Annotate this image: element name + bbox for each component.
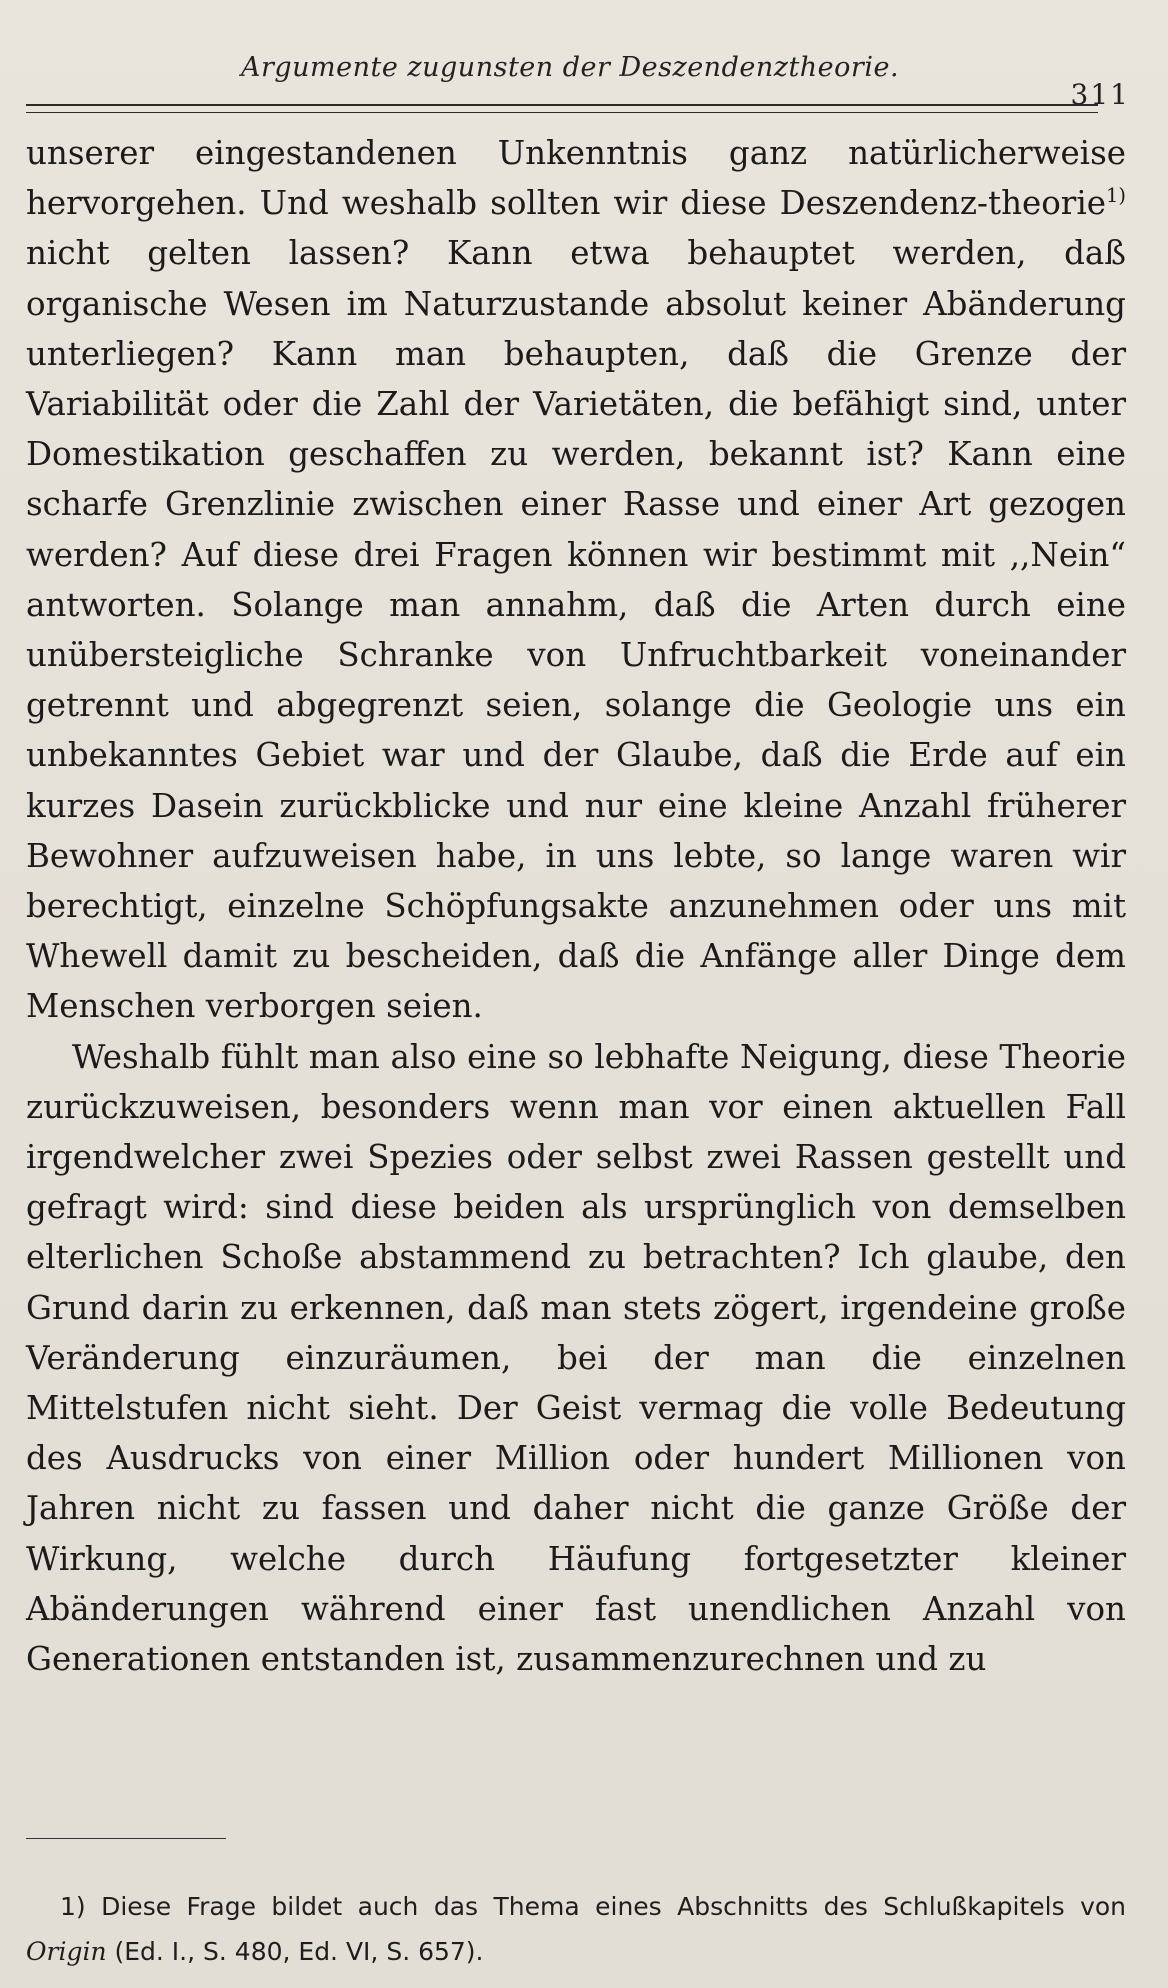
- header-rule: [26, 104, 1098, 113]
- running-title: Argumente zugunsten der Deszendenztheorie.: [240, 52, 900, 83]
- footnote-text-after: (Ed. I., S. 480, Ed. VI, S. 657).: [106, 1937, 484, 1966]
- footnote-rule: [26, 1838, 226, 1839]
- paragraph-1-rest: nicht gelten lassen? Kann etwa behauptet werden, daß organische Wesen im Naturzustande absolut keiner Abänderung unterliegen? Kann man behaupten, daß die Grenze der Variabilität oder die Zahl der Varietäten, die befähigt sind, unter Domestikation geschaffen zu werden, bekannt ist? Kann eine scharfe Grenzlinie zwischen einer Rasse und einer Art gezogen werden? Auf diese drei Fragen können wir bestimmt mit ,,Nein“ antworten. Solange man annahm, daß die Arten durch eine unübersteigliche Schranke von Unfruchtbarkeit voneinander getrennt und abgegrenzt seien, solange die Geologie uns ein unbekanntes Gebiet war und der Glaube, daß die Erde auf ein kurzes Dasein zurückblicke und nur eine kleine Anzahl früherer Bewohner aufzuweisen habe, in uns lebte, so lange waren wir berechtigt, einzelne Schöpfungsakte anzunehmen oder uns mit Whewell damit zu bescheiden, daß die Anfänge aller Dinge dem Menschen verborgen seien.: [26, 234, 1126, 1026]
- paragraph-2: Weshalb fühlt man also eine so lebhafte Neigung, diese Theorie zurückzuweisen, besonders wenn man vor einen aktuellen Fall irgendwelcher zwei Spezies oder selbst zwei Rassen gestellt und gefragt wird: sind diese beiden als ursprünglich von demselben elterlichen Schoße abstammend zu betrachten? Ich glaube, den Grund darin zu erkennen, daß man stets zögert, irgendeine große Veränderung einzuräumen, bei der man die einzelnen Mittelstufen nicht sieht. Der Geist vermag die volle Bedeutung des Ausdrucks von einer Million oder hundert Millionen von Jahren nicht zu fassen und daher nicht die ganze Größe der Wirkung, welche durch Häufung fortgesetzter kleiner Abänderungen während einer fast unendlichen Anzahl von Generationen entstanden ist, zusammenzurechnen und zu: [26, 1037, 1126, 1679]
- footnote: [26, 1884, 1126, 1974]
- footnote-title: Origin: [26, 1937, 107, 1966]
- footnote-marker: 1): [60, 1892, 86, 1921]
- footnote-text-before: Diese Frage bildet auch das Thema eines Abschnitts des Schlußkapitels von: [85, 1892, 1126, 1921]
- page-number: 311: [1070, 78, 1130, 111]
- paragraph-1: [26, 128, 1126, 1032]
- footnote-reference: 1): [1105, 184, 1126, 208]
- main-text: [26, 128, 1126, 1684]
- paragraph-1-start: unserer eingestandenen Unkenntnis ganz natürlicherweise hervorgehen. Und weshalb sollten wir diese Deszendenz-theorie: [26, 134, 1126, 223]
